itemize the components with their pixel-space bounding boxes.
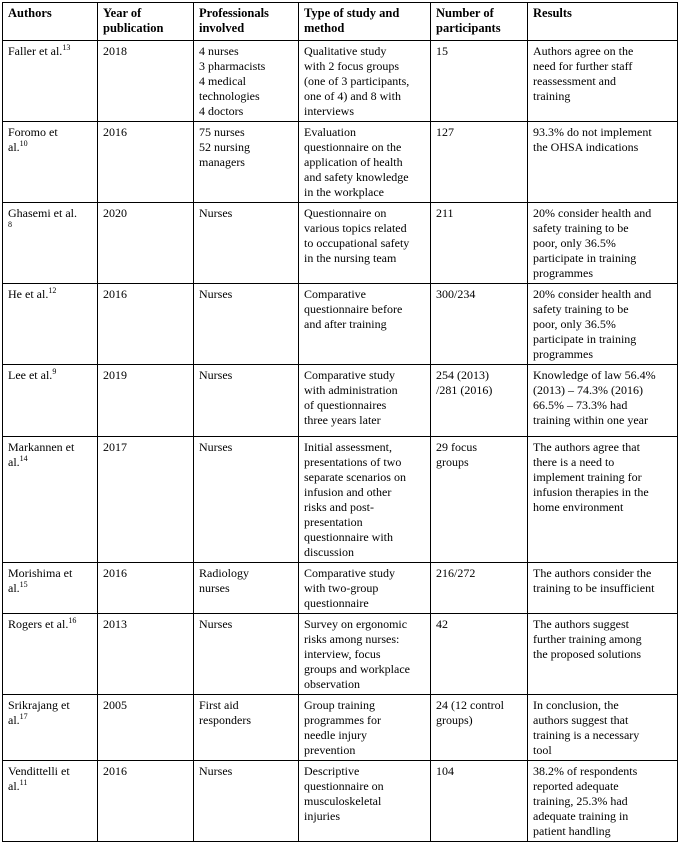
cell-author [3,695,98,761]
header-authors: Authors [3,3,98,41]
cell-professionals: Nurses [194,437,299,563]
cell-participants: 104 [431,761,528,842]
header-professionals: Professionals involved [194,3,299,41]
cell-author [3,284,98,365]
cell-participants: 15 [431,41,528,122]
cell-results: 93.3% do not implement the OHSA indications [528,122,678,203]
cell-year: 2013 [98,614,194,695]
reference-number: 13 [62,43,71,52]
cell-year: 2016 [98,761,194,842]
cell-year: 2016 [98,284,194,365]
cell-participants: 127 [431,122,528,203]
cell-study-type: Initial assessment, presentations of two separate scenarios on infusion and other risks and post- presentation questionnaire with discussion [299,437,431,563]
cell-professionals: 75 nurses 52 nursing managers [194,122,299,203]
cell-results: 20% consider health and safety training to be poor, only 36.5% participate in training programmes [528,284,678,365]
cell-professionals: Nurses [194,284,299,365]
cell-results: The authors consider the training to be insufficient [528,563,678,614]
cell-results: In conclusion, the authors suggest that training is a necessary tool [528,695,678,761]
cell-study-type: Group training programmes for needle injury prevention [299,695,431,761]
cell-professionals: Nurses [194,761,299,842]
cell-professionals: First aid responders [194,695,299,761]
cell-year: 2019 [98,365,194,437]
cell-author [3,41,98,122]
header-results: Results [528,3,678,41]
cell-author [3,437,98,563]
cell-year: 2017 [98,437,194,563]
header-year: Year of publication [98,3,194,41]
cell-author [3,761,98,842]
reference-number: 12 [48,286,57,295]
cell-professionals: Radiology nurses [194,563,299,614]
cell-participants: 211 [431,203,528,284]
table-row [3,563,678,614]
author-name: Lee et al. [8,368,53,382]
cell-study-type: Descriptive questionnaire on musculoskeletal injuries [299,761,431,842]
cell-author [3,203,98,284]
table-row [3,614,678,695]
cell-participants: 42 [431,614,528,695]
cell-study-type: Evaluation questionnaire on the application of health and safety knowledge in the workplace [299,122,431,203]
author-name: Vendittelli et al. [8,764,70,793]
reference-number: 11 [19,778,28,787]
cell-results: Authors agree on the need for further staff reassessment and training [528,41,678,122]
cell-study-type: Comparative study with administration of questionnaires three years later [299,365,431,437]
table-row [3,41,678,122]
cell-professionals: Nurses [194,203,299,284]
author-name: Morishima et al. [8,566,73,595]
cell-year: 2016 [98,122,194,203]
reference-number: 9 [52,367,57,376]
reference-number: 17 [19,712,28,721]
cell-author [3,365,98,437]
cell-study-type: Survey on ergonomic risks among nurses: interview, focus groups and workplace observation [299,614,431,695]
reference-number: 8 [8,220,12,229]
cell-year: 2005 [98,695,194,761]
table-row [3,761,678,842]
table-row [3,365,678,437]
cell-participants: 300/234 [431,284,528,365]
reference-number: 14 [19,454,28,463]
cell-results: The authors agree that there is a need to implement training for infusion therapies in the home environment [528,437,678,563]
table-row [3,203,678,284]
cell-study-type: Questionnaire on various topics related to occupational safety in the nursing team [299,203,431,284]
reference-number: 10 [19,139,28,148]
author-name: Rogers et al. [8,617,69,631]
header-study-type: Type of study and method [299,3,431,41]
cell-results: 20% consider health and safety training to be poor, only 36.5% participate in training programmes [528,203,678,284]
reference-number: 15 [19,580,28,589]
cell-results: The authors suggest further training among the proposed solutions [528,614,678,695]
cell-author [3,614,98,695]
author-name: Faller et al. [8,44,63,58]
author-name: Foromo et al. [8,125,58,154]
table-row [3,122,678,203]
cell-professionals: Nurses [194,614,299,695]
table-row [3,437,678,563]
table-row [3,695,678,761]
cell-professionals: 4 nurses 3 pharmacists 4 medical technologies 4 doctors [194,41,299,122]
cell-study-type: Comparative study with two-group questionnaire [299,563,431,614]
reference-number: 16 [68,616,77,625]
studies-table [2,2,678,842]
author-name: Markannen et al. [8,440,75,469]
cell-year: 2016 [98,563,194,614]
author-name: Srikrajang et al. [8,698,70,727]
cell-participants: 254 (2013) /281 (2016) [431,365,528,437]
cell-results: Knowledge of law 56.4% (2013) – 74.3% (2016) 66.5% – 73.3% had training within one year [528,365,678,437]
cell-study-type: Comparative questionnaire before and after training [299,284,431,365]
author-name: Ghasemi et al. [8,206,77,220]
cell-participants: 29 focus groups [431,437,528,563]
cell-study-type: Qualitative study with 2 focus groups (one of 3 participants, one of 4) and 8 with interviews [299,41,431,122]
cell-results: 38.2% of respondents reported adequate training, 25.3% had adequate training in patient handling [528,761,678,842]
cell-year: 2020 [98,203,194,284]
cell-participants: 216/272 [431,563,528,614]
header-row [3,3,678,41]
cell-author [3,563,98,614]
cell-year: 2018 [98,41,194,122]
header-participants: Number of participants [431,3,528,41]
table-row [3,284,678,365]
cell-author [3,122,98,203]
cell-participants: 24 (12 control groups) [431,695,528,761]
author-name: He et al. [8,287,49,301]
cell-professionals: Nurses [194,365,299,437]
